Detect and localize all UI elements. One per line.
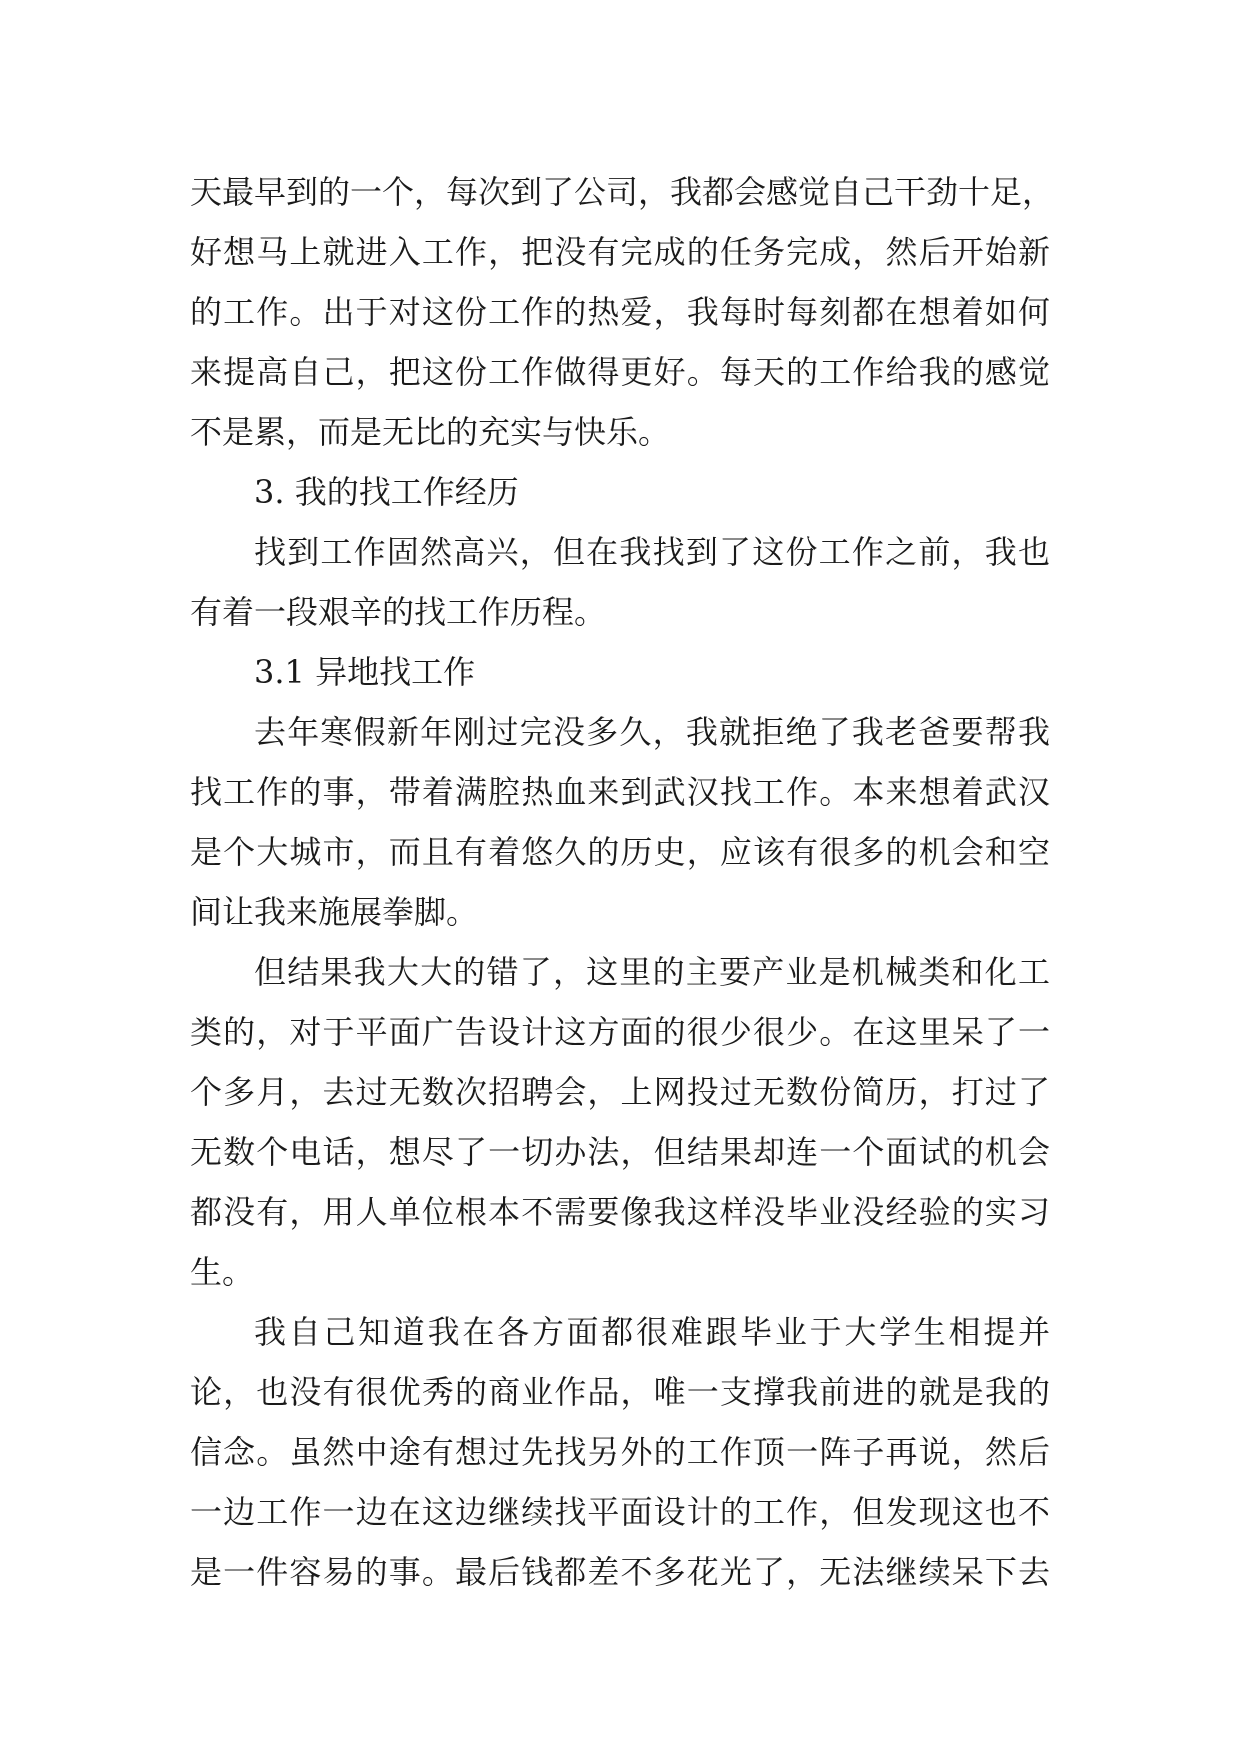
text-line: 个多月，去过无数次招聘会，上网投过无数份简历，打过了: [190, 1073, 1050, 1111]
text-line: 无数个电话，想尽了一切办法，但结果却连一个面试的机会: [190, 1133, 1050, 1171]
text-line: 我自己知道我在各方面都很难跟毕业于大学生相提并: [254, 1313, 1050, 1351]
text-line: 间让我来施展拳脚。: [190, 893, 479, 931]
text-line: 天最早到的一个，每次到了公司，我都会感觉自己干劲十足，: [190, 173, 1055, 211]
text-line: 找工作的事，带着满腔热血来到武汉找工作。本来想着武汉: [190, 773, 1050, 811]
subsection-heading: 3.1 异地找工作: [254, 653, 476, 691]
text-line: 有着一段艰辛的找工作历程。: [190, 593, 607, 631]
text-line: 都没有，用人单位根本不需要像我这样没毕业没经验的实习: [190, 1193, 1050, 1231]
text-line: 但结果我大大的错了，这里的主要产业是机械类和化工: [254, 953, 1050, 991]
text-line: 是个大城市，而且有着悠久的历史，应该有很多的机会和空: [190, 833, 1050, 871]
text-line: 来提高自己，把这份工作做得更好。每天的工作给我的感觉: [190, 353, 1050, 391]
text-line: 类的，对于平面广告设计这方面的很少很少。在这里呆了一: [190, 1013, 1050, 1051]
text-line: 找到工作固然高兴，但在我找到了这份工作之前，我也: [254, 533, 1050, 571]
text-line: 去年寒假新年刚过完没多久，我就拒绝了我老爸要帮我: [254, 713, 1050, 751]
text-line: 生。: [190, 1253, 255, 1291]
text-line: 一边工作一边在这边继续找平面设计的工作，但发现这也不: [190, 1493, 1050, 1531]
text-line: 是一件容易的事。最后钱都差不多花光了，无法继续呆下去: [190, 1553, 1050, 1591]
text-line: 好想马上就进入工作，把没有完成的任务完成，然后开始新: [190, 233, 1050, 271]
text-line: 论，也没有很优秀的商业作品，唯一支撑我前进的就是我的: [190, 1373, 1050, 1411]
document-body: [190, 162, 1055, 1602]
text-line: 信念。虽然中途有想过先找另外的工作顶一阵子再说，然后: [190, 1433, 1050, 1471]
section-heading: 3. 我的找工作经历: [254, 473, 519, 511]
text-line: 不是累，而是无比的充实与快乐。: [190, 413, 671, 451]
text-line: 的工作。出于对这份工作的热爱，我每时每刻都在想着如何: [190, 293, 1050, 331]
